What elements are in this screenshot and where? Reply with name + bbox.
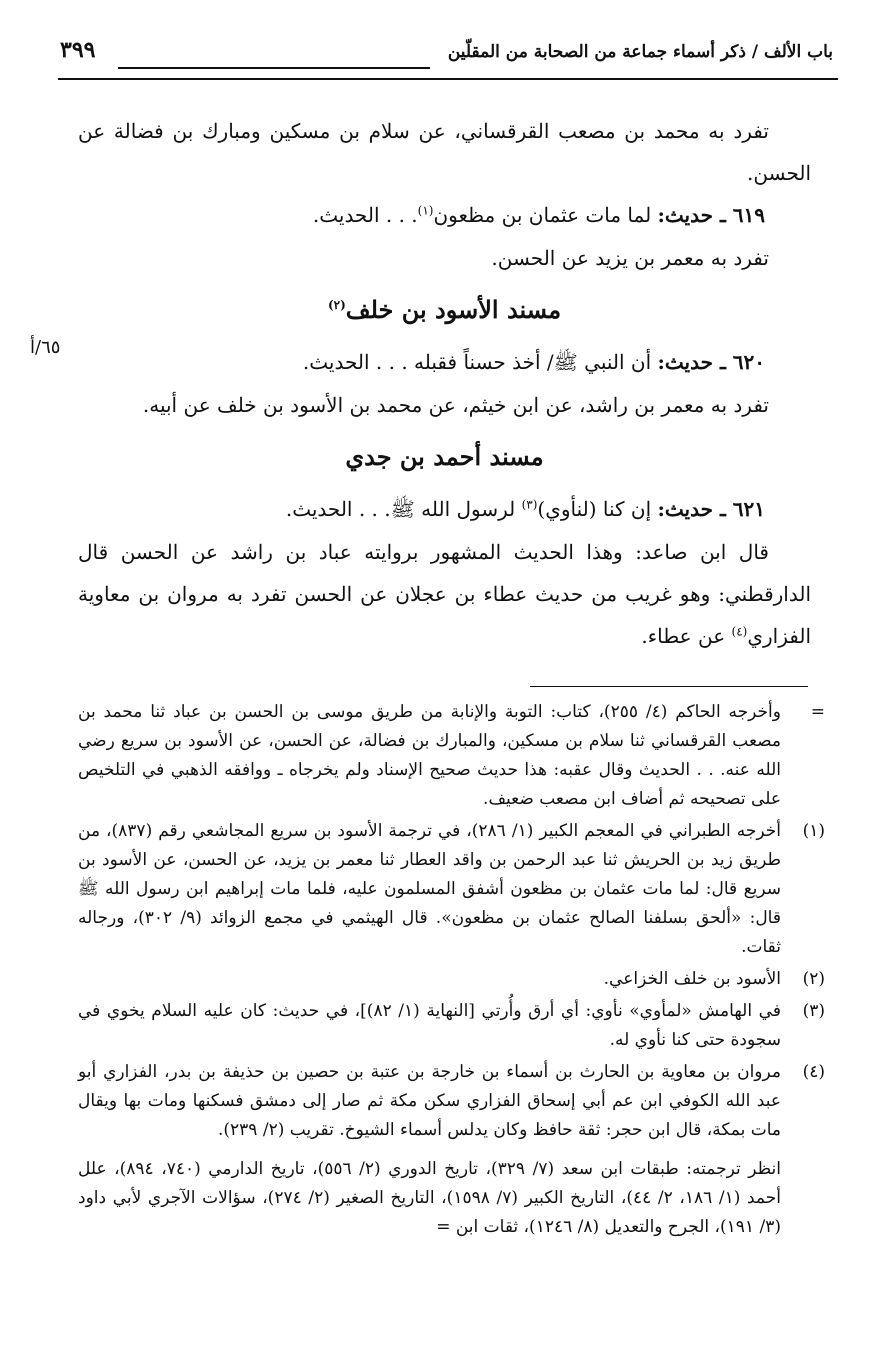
main-text [78,110,811,657]
continuation-mark: = [810,702,825,722]
hadith-text: . . . الحديث. [312,203,418,227]
running-header-title: باب الألف / ذكر أسماء جماعة من الصحابة من المقلّين [447,42,833,62]
hadith-619 [78,194,811,237]
heading-text: مسند الأسود بن خلف [345,295,562,324]
hadith-number: ٦٢٠ ـ حديث: [657,350,765,374]
footnote-ref: (٢) [327,298,346,312]
footnote-3 [78,997,825,1055]
header-rule [58,78,838,80]
paragraph-text: قال ابن صاعد: وهذا الحديث المشهور بروايته عباد بن راشد عن الحسن قال الدارقطني: وهو غريب من حديث عطاء بن عجلان عن الحسن تفرد به مروان بن معاوية الفزاري [78,540,811,648]
footnotes [78,698,825,1242]
footnote-1 [78,817,825,962]
paragraph [78,531,811,657]
hadith-text: إن كنا (لنأوي) [537,497,658,521]
paragraph: تفرد به محمد بن مصعب القرقساني، عن سلام بن مسكين ومبارك بن فضالة عن الحسن. [78,119,811,185]
footnote-ref: (٤) [731,624,748,639]
paragraph: تفرد به معمر بن يزيد عن الحسن. [491,246,769,270]
footnote-text: وأخرجه الحاكم (٤/ ٢٥٥)، كتاب: التوبة والإنابة من طريق موسى بن الحسن بن عباد ثنا محمد بن مصعب القرقساني ثنا سلام بن مسكين، والمبارك بن فضالة، عن الحسن، عن الأسود بن سريع رضي الله عنه. . . الحديث وقال عقبه: هذا حديث صحيح الإسناد ولم يخرجاه ـ ووافقه الذهبي في التلخيص على تصحيحه ثم أضاف ابن مصعب ضعيف. [78,702,781,809]
footnote-4 [78,1058,825,1145]
footnote-ref: (١) [417,203,434,218]
paragraph: تفرد به معمر بن راشد، عن ابن خيثم، عن محمد بن الأسود بن خلف عن أبيه. [142,393,769,417]
footnote-text: الأسود بن خلف الخزاعي. [603,969,781,989]
footnote-ref: (٣) [521,497,538,512]
footnote-4-references: انظر ترجمته: طبقات ابن سعد (٧/ ٣٢٩)، تاريخ الدوري (٢/ ٥٥٦)، تاريخ الدارمي (٧٤٠، ٨٩٤)، علل أحمد (١/ ١٨٦، ٢/ ٤٤)، التاريخ الكبير (٧/ ١٥٩٨)، التاريخ الصغير (٢/ ٢٧٤)، سؤالات الآجري لأبي داود (٣/ ١٩١)، الجرح والتعديل (٨/ ١٢٤٦)، ثقات ابن = [78,1159,782,1237]
hadith-number: ٦١٩ ـ حديث: [657,203,765,227]
section-heading [78,285,811,335]
footnote-text: أخرجه الطبراني في المعجم الكبير (١/ ٢٨٦)، في ترجمة الأسود بن سريع المجاشعي رقم (٨٣٧)، من طريق زيد بن الحريش ثنا عبد الرحمن بن واقد العطار ثنا معمر بن يزيد، عن الحسن، عن الأسود بن سريع قال: لما مات عثمان بن مظعون أشفق المسلمون عليه، فلما مات إبراهيم ابن رسول الله ﷺ قال: «ألحق بسلفنا الصالح عثمان بن مظعون». قال الهيثمي في مجمع الزوائد (٩/ ٣٠٢)، ورجاله ثقات. [78,821,781,957]
footnote-separator [530,686,808,687]
header-rule-short [118,67,430,69]
hadith-621 [78,488,811,531]
footnote-number: (٤) [802,1062,825,1082]
section-heading: مسند أحمد بن جدي [345,442,544,471]
footnote-text: مروان بن معاوية بن الحارث بن أسماء بن خارجة بن عتبة بن حصين بن حذيفة بن بدر، الفزاري أبو عبد الله الكوفي ابن عم أبي إسحاق الفزاري سكن مكة ثم صار إلى دمشق فسكنها ومات بها ويقال مات بمكة، قال ابن حجر: ثقة حافظ وكان يدلس أسماء الشيوخ. تقريب (٢/ ٢٣٩). [78,1062,781,1140]
footnote-2 [78,965,825,994]
manuscript-folio-ref: ٦٥/أ [30,337,61,358]
footnote-text: في الهامش «لمأوي» نأوي: أي أرق وأُرتي [النهاية (١/ ٨٢)]، في حديث: كان عليه السلام يخوي في سجودة حتى كنا نأوي له. [78,1001,781,1050]
hadith-620 [78,341,811,384]
hadith-number: ٦٢١ ـ حديث: [657,497,765,521]
footnote-number: (٢) [802,969,825,989]
footnote-number: (١) [802,821,825,841]
hadith-text: لرسول الله ﷺ. . . الحديث. [285,497,522,521]
hadith-text: لما مات عثمان بن مظعون [433,203,658,227]
paragraph-text: عن عطاء. [641,624,732,648]
footnote-number: (٣) [802,1001,825,1021]
footnote-continued [78,698,825,814]
hadith-text: أن النبي ﷺ/ أخذ حسناً فقبله . . . الحديث. [302,350,658,374]
page-number: ٣٩٩ [60,37,96,63]
